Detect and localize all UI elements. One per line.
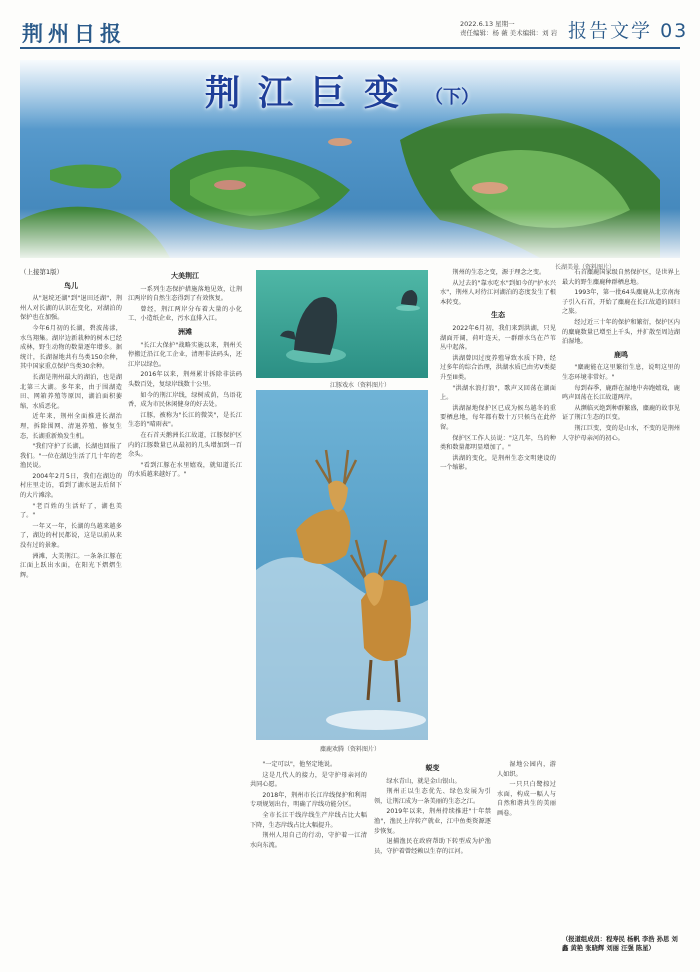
paragraph: 2016年以来，荆州累计拆除非法码头数百处，复绿岸线数十公里。 — [128, 371, 242, 388]
hero-photo-credit: 长湖美景（资料图片） — [555, 264, 616, 271]
paragraph: 从"退垸还湖"到"退田还湖"，荆州人对长湖的认识在变化，对湖泊的保护也在加强。 — [20, 295, 122, 322]
paragraph: 曾经，荆江两岸分布着大量的小化工、小造纸企业，污水直排入江。 — [128, 305, 242, 323]
paragraph: 一系列生态保护措施落地见效，让荆江两岸的自然生态得到了有效恢复。 — [128, 285, 242, 303]
paragraph: 这是几代人的接力，是守护母亲河的共同心愿。 — [250, 771, 367, 789]
paragraph: 保护区工作人员说："这几年，鸟的种类和数量都明显增加了。" — [440, 434, 556, 452]
subheading-jingjiang: 大美荆江 — [171, 272, 199, 280]
paragraph: 洲滩，大美荆江。一条条江豚在江面上跃出水面，在阳光下熠熠生辉。 — [20, 552, 122, 579]
paragraph: 在石首天鹅洲长江故道，江豚保护区内的江豚数量已从最初的几头增加到一百余头。 — [128, 431, 242, 459]
paragraph: "我们守护了长湖，长湖也回报了我们。"一位在湖边生活了几十年的老渔民说。 — [20, 443, 122, 470]
article-column-6 — [497, 760, 556, 963]
paragraph: 绿水青山，就是金山银山。 — [386, 777, 461, 785]
paragraph: 2019年以来，荆州持续推进"十年禁渔"，渔民上岸转产就业，江中鱼类资源逐步恢复。 — [374, 808, 491, 835]
paragraph: 一年又一年，长湖的鸟越来越多了，湖边的村民都说，这是以前从来没有过的景象。 — [20, 522, 122, 550]
subheading-shoals: 洲滩 — [178, 327, 192, 336]
paragraph: 洪湖湿地保护区已成为候鸟越冬的重要栖息地，每年都有数十万只候鸟在此停留。 — [440, 404, 556, 431]
article-column-1 — [20, 268, 122, 963]
paragraph: "洪湖水浪打浪"，歌声又回荡在湖面上。 — [440, 384, 556, 402]
paragraph: "老百姓的生活好了，湖也美了。" — [20, 502, 122, 520]
subheading-deer: 鹿鸣 — [614, 350, 628, 359]
paragraph: 湿地公园内，游人如织。 — [497, 761, 556, 778]
newspaper-logo: 荆州日报 — [22, 21, 126, 46]
subheading-transformation: 蜕变 — [425, 764, 440, 772]
headline-part-marker: （下） — [425, 87, 479, 108]
section-title: 报告文学 — [568, 20, 653, 42]
elk-photo — [256, 390, 428, 740]
continued-from-note: （上接第1版） — [20, 268, 64, 276]
paragraph: 经过近三十年的保护和繁衍，保护区内的麋鹿数量已增至上千头，并扩散至周边湖泊湿地。 — [562, 318, 680, 346]
paragraph: 全市长江干线岸线生产岸线占比大幅下降，生态岸线占比大幅提升。 — [250, 811, 367, 829]
page-number: 03 — [660, 20, 689, 42]
masthead — [0, 0, 700, 58]
paragraph: 荆州人用自己的行动，守护着一江清水向东流。 — [250, 832, 367, 849]
section-header — [568, 16, 688, 43]
elk-caption: 麋鹿欢腾（资料图片） — [320, 746, 381, 753]
paragraph: 每到春季，鹿群在湿地中奔跑嬉戏，鹿鸣声回荡在长江故道两岸。 — [562, 384, 680, 402]
subheading-ecology: 生态 — [491, 311, 505, 320]
article-column-3 — [250, 760, 367, 963]
reporting-team-note: （报道组成员：程寿民 杨帆 李浩 孙思 刘鑫 黄艳 张晓辉 刘丽 汪强 陈星） — [562, 936, 678, 952]
paragraph: "长江大保护"战略实施以来，荆州关停搬迁沿江化工企业，清理非法码头，还江岸以绿色。 — [128, 341, 242, 368]
paragraph: 一只只白鹭掠过水面，构成一幅人与自然和谐共生的美丽画卷。 — [497, 781, 556, 817]
paragraph: 从过去的"靠水吃水"到如今的"护水兴水"，荆州人对待江河湖泊的态度发生了根本转变。 — [440, 279, 556, 306]
paragraph: 近年来，荆州全面推进长湖治理，拆除围网、清退养殖、修复生态，长湖重新焕发生机。 — [20, 413, 122, 440]
article-column-7 — [562, 268, 680, 963]
article-column-2 — [128, 268, 242, 963]
article-headline: 荆江巨变 — [205, 73, 418, 114]
paragraph: 今年6月初的长湖，碧波荡漾，水鸟翔集。湖岸边新栽种的树木已经成林，野生动物的数量逐年增多。据统计，长湖湿地共有鸟类150余种，其中国家重点保护鸟类30余种。 — [20, 324, 122, 371]
paragraph: 如今的荆江岸线，绿树成荫，鸟语花香，成为市民休闲健身的好去处。 — [128, 391, 242, 409]
paragraph: 2004年2月5日，我们在湖边的村庄里走访，看到了湖水退去后留下的大片滩涂。 — [20, 472, 122, 500]
paragraph: 长湖是荆州最大的湖泊，也是湖北第三大湖。多年来，由于围湖造田、网箱养殖等原因，湖泊面积萎缩，水质恶化。 — [20, 373, 122, 410]
paragraph: 洪湖的变化，是荆州生态文明建设的一个缩影。 — [440, 454, 556, 472]
article-column-5 — [440, 268, 556, 758]
subheading-birds: 鸟儿 — [64, 281, 78, 290]
masthead-divider — [20, 47, 680, 49]
issue-meta — [460, 20, 570, 38]
paragraph: 2022年6月初，我们来到洪湖，只见湖面开阔，荷叶连天，一群群水鸟在芦苇丛中起落。 — [440, 324, 556, 352]
paragraph: 洪湖曾因过度养殖导致水质下降，经过多年的综合治理，洪湖水质已由劣V类提升至III类。 — [440, 354, 556, 381]
paragraph: 荆州正以生态优先、绿色发展为引领，让荆江成为一条美丽的生态之江。 — [374, 788, 491, 805]
paragraph: "看到江豚在水里嬉戏，就知道长江的水质越来越好了。" — [128, 461, 242, 479]
paragraph: 2018年，荆州市长江岸线保护和利用专项规划出台，明确了岸线功能分区。 — [250, 791, 367, 809]
porpoise-photo — [256, 270, 428, 378]
paragraph: 江豚，被称为"长江的微笑"，是长江生态的"晴雨表"。 — [128, 411, 242, 429]
editor-credits: 责任编辑：杨 薇 美术编辑：刘 岩 — [460, 29, 558, 37]
paragraph: "一定可以"，他坚定地说。 — [262, 761, 337, 768]
porpoise-caption: 江豚戏水（资料图片） — [330, 382, 391, 389]
paragraph: 荆江巨变，变的是山水，不变的是荆州人守护母亲河的初心。 — [562, 424, 680, 442]
issue-date: 2022.6.13 星期一 — [460, 20, 515, 28]
paragraph: 荆州的生态之变，源于理念之变。 — [452, 269, 546, 276]
paragraph: 1993年，第一批64头麋鹿从北京南海子引入石首，开始了麋鹿在长江故道的回归之旅。 — [562, 289, 680, 316]
paragraph: 退捕渔民在政府帮助下转型成为护渔员，守护着曾经赖以生存的江河。 — [374, 838, 491, 855]
article-column-4 — [374, 760, 491, 963]
paragraph: "麋鹿能在这里繁衍生息，说明这里的生态环境非常好。" — [562, 364, 680, 381]
paragraph: 从濒临灭绝到种群繁盛，麋鹿的故事见证了荆江生态的巨变。 — [562, 404, 680, 422]
paragraph: 石首麋鹿国家级自然保护区，是世界上最大的野生麋鹿种群栖息地。 — [562, 269, 680, 286]
